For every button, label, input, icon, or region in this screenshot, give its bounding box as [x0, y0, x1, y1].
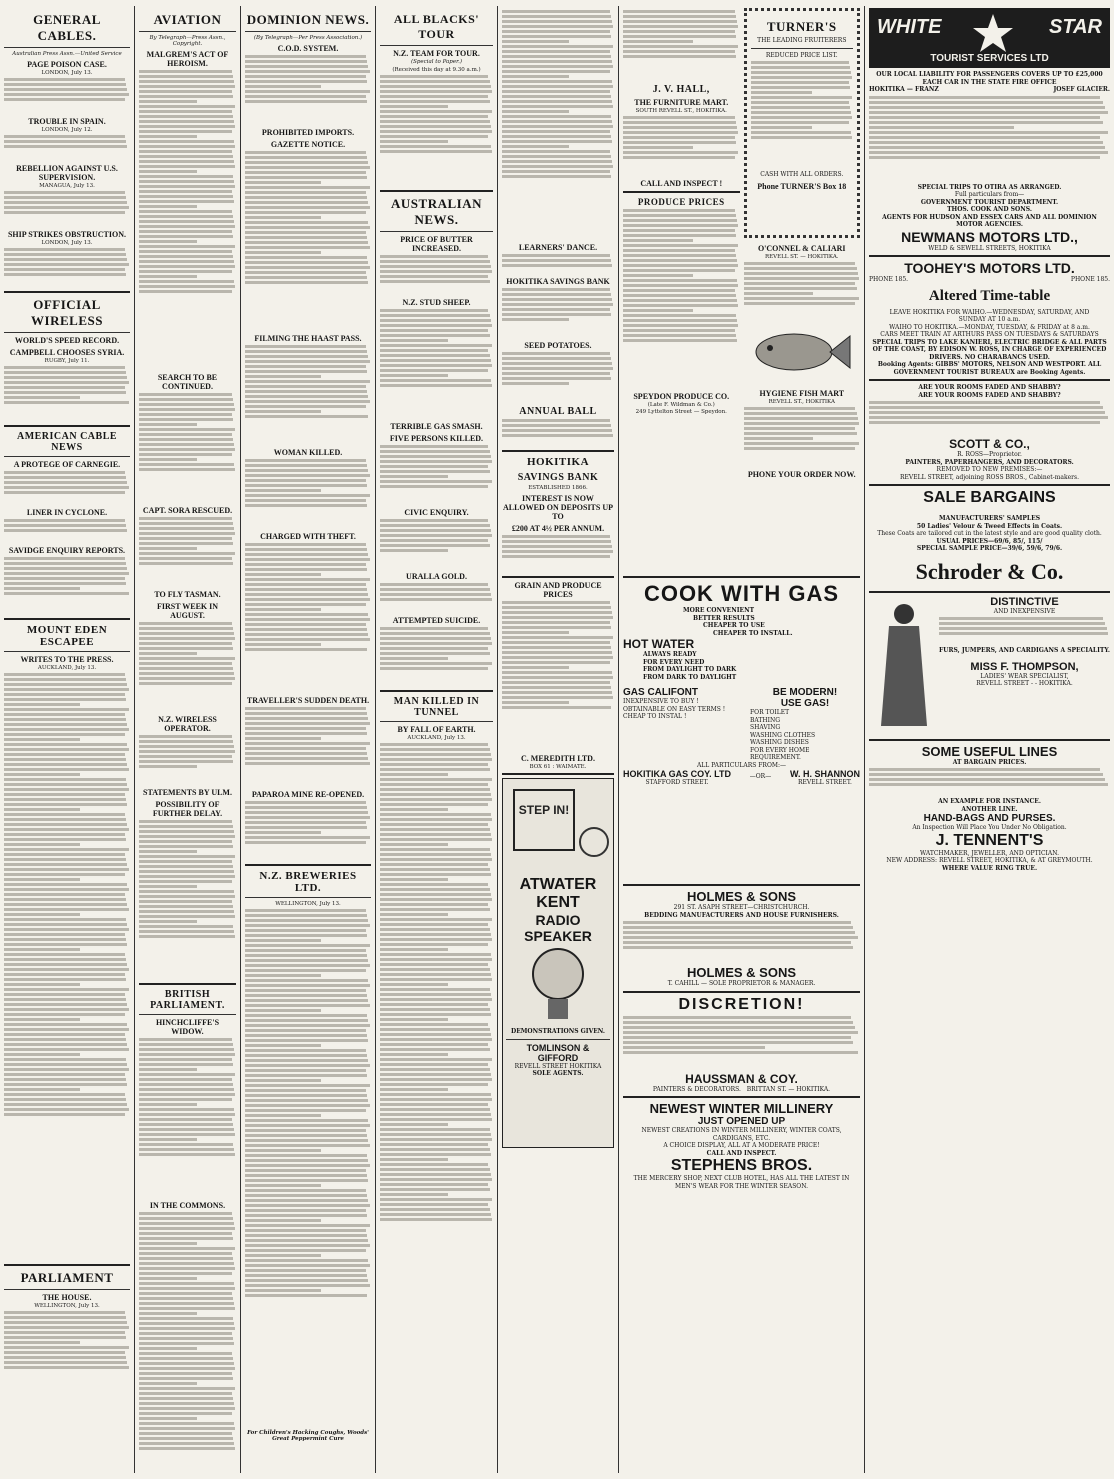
rooms-body — [869, 401, 1110, 437]
gas-ad — [623, 581, 860, 881]
turners-ad — [744, 8, 861, 238]
article-title: THE HOUSE. — [42, 1293, 92, 1302]
article-title: CAPT. SORA RESCUED. — [142, 506, 233, 515]
article-body — [4, 248, 130, 288]
haussman-firm: HAUSSMAN & COY. — [685, 1071, 798, 1086]
jv-hall-address: SOUTH REVELL ST., HOKITIKA. — [635, 108, 727, 114]
example-heading: AN EXAMPLE FOR INSTANCE. — [938, 798, 1041, 805]
article-body — [4, 673, 130, 1261]
millinery-cta: CALL AND INSPECT. — [706, 1149, 777, 1157]
haussman-trade: PAINTERS & DECORATORS. BRITTAN ST. — HOKITIKA. — [652, 1085, 831, 1093]
article-title: SEARCH TO BE CONTINUED. — [157, 373, 218, 391]
holmes-heading: HOLMES & SONS — [686, 889, 797, 904]
article-title: TROUBLE IN SPAIN. — [28, 117, 106, 126]
shannon-name: W. H. SHANNON — [789, 769, 860, 779]
use-item: FOR EVERY HOME — [750, 746, 810, 754]
classified-ads — [502, 352, 614, 402]
tennent-heading: J. TENNENT'S — [935, 831, 1044, 849]
scott-address: REVELL STREET, adjoining ROSS BROS., Cabinet-makers. — [899, 473, 1080, 481]
toohey-line: SPECIAL TRIPS TO LAKE KANIERI, ELECTRIC BRIDGE & ALL PARTS OF THE COAST, BY EDISON W. ROSS, IN CHARGE OF EXPERIENCED DRIVERS. NO CHARABANCS USED. — [872, 338, 1107, 361]
nz-breweries-heading: N.Z. BREWERIES LTD. — [259, 870, 357, 894]
column-6-left — [623, 8, 740, 573]
holmes-address: 291 ST. ASAPH STREET—CHRISTCHURCH. — [673, 904, 810, 911]
official-wireless-heading: OFFICIAL WIRELESS — [31, 297, 103, 328]
stephens-heading: STEPHENS BROS. — [670, 1157, 813, 1174]
use-item: FOR TOILET — [750, 709, 790, 716]
dateline: AUCKLAND, July 13. — [37, 665, 97, 671]
atwater-kent-ad — [502, 778, 614, 1148]
thompson-address: REVELL STREET - - HOKITIKA. — [976, 680, 1073, 687]
article-body — [139, 1038, 236, 1198]
useful-body — [869, 768, 1110, 798]
another-line: ANOTHER LINE. — [961, 805, 1018, 813]
aviation-heading: AVIATION — [153, 12, 222, 27]
column-3 — [241, 8, 375, 1473]
article-body — [380, 743, 493, 1383]
califont-heading: GAS CALIFONT — [623, 687, 698, 698]
thompson-body — [939, 617, 1110, 647]
arrow-line: FROM DAYLIGHT TO DARK — [643, 666, 737, 673]
british-parliament-heading: BRITISH PARLIAMENT. — [150, 989, 225, 1011]
article-title: FIVE PERSONS KILLED. — [389, 434, 484, 443]
article-title: N.Z. TEAM FOR TOUR. — [393, 49, 480, 58]
article-title: N.Z. STUD SHEEP. — [402, 298, 471, 307]
toohey-line: CARS MEET TRAIN AT ARTHURS PASS ON TUESDAYS & SATURDAYS — [880, 331, 1099, 338]
newmans-address: WELD & SEWELL STREETS, HOKITIKA — [928, 244, 1051, 252]
learners-dance-heading: LEARNERS' DANCE. — [518, 243, 598, 252]
price-list — [751, 61, 854, 171]
thompson-ad — [869, 596, 1110, 736]
brand-white: WHITE — [877, 16, 942, 38]
classified-ads — [502, 535, 614, 573]
arrow-line: CHEAPER TO INSTALL. — [713, 629, 793, 637]
millinery-sub: JUST OPENED UP — [697, 1116, 786, 1127]
article-title: A PROTEGE OF CARNEGIE. — [13, 460, 121, 469]
handbags-heading: HAND-BAGS AND PURSES. — [923, 813, 1056, 824]
holmes-heading-2: HOLMES & SONS — [686, 965, 797, 980]
credit-line: Australian Press Assn.—United Service — [12, 51, 122, 57]
classified-ads — [623, 116, 740, 176]
price-list — [502, 601, 614, 751]
price-list — [623, 209, 740, 389]
article-body — [139, 820, 236, 980]
annual-ball-heading: ANNUAL BALL — [519, 406, 597, 417]
radio-speaker: RADIO SPEAKER — [524, 912, 592, 944]
liability: OUR LOCAL LIABILITY FOR PASSENGERS COVERS UP TO £25,000 EACH CAR IN THE STATE FIRE OFFICE — [876, 71, 1103, 86]
article-title: TO FLY TASMAN. — [154, 590, 221, 599]
arrow-line: FOR EVERY NEED — [643, 658, 705, 666]
article-title: FIRST WEEK IN AUGUST. — [156, 602, 219, 620]
jv-hall-heading: J. V. HALL, — [652, 84, 710, 95]
distinctive-heading: DISTINCTIVE — [990, 595, 1059, 608]
classified-ads — [623, 10, 740, 80]
inexpensive: AND INEXPENSIVE — [993, 607, 1056, 615]
turners-sub: THE LEADING FRUITERERS — [757, 37, 847, 44]
dateline: MANAGUA, July 13. — [39, 183, 95, 189]
speydon-heading: SPEYDON PRODUCE CO. — [633, 392, 730, 401]
agents: AGENTS FOR HUDSON AND ESSEX CARS AND ALL DOMINION MOTOR AGENCIES. — [882, 213, 1097, 228]
discretion-body — [623, 1016, 860, 1072]
fashion-figure-icon — [869, 596, 939, 736]
article-body — [380, 309, 493, 419]
article-title: MALGREM'S ACT OF HEROISM. — [146, 50, 229, 68]
interest-text: INTEREST IS NOW ALLOWED ON DEPOSITS UP TO — [502, 494, 614, 521]
credit-line: (By Telegraph—Per Press Association.) — [253, 35, 363, 41]
scott-heading: SCOTT & CO., — [949, 437, 1030, 451]
classified-ads — [744, 262, 861, 322]
general-cables-heading: GENERAL CABLES. — [33, 12, 101, 43]
turners-heading: TURNER'S — [766, 19, 837, 34]
column-2 — [135, 8, 240, 1473]
shannon-address: REVELL STREET. — [798, 779, 852, 786]
star-icon — [971, 12, 1015, 56]
cough-cure-ad: For Children's Hacking Coughs, Woods' Great Peppermint Cure — [247, 1430, 369, 1442]
scott-trades: PAINTERS, PAPERHANGERS, AND DECORATORS. — [905, 458, 1074, 466]
article-title: IN THE COMMONS. — [149, 1201, 226, 1210]
atwater-kent-brand: ATWATER KENT — [519, 876, 597, 911]
article-title: BY FALL OF EARTH. — [397, 725, 476, 734]
tomlinson-gifford: TOMLINSON & GIFFORD — [526, 1042, 590, 1063]
timetable-heading: Altered Time-table — [928, 287, 1051, 304]
dateline: LONDON, July 12. — [41, 127, 93, 133]
toohey-phone: PHONE 185. — [869, 276, 909, 283]
newmans-heading: NEWMANS MOTORS LTD., — [901, 228, 1078, 245]
millinery-heading: NEWEST WINTER MILLINERY — [649, 1101, 834, 1116]
useful-sub: AT BARGAIN PRICES. — [952, 758, 1027, 766]
article-body — [139, 517, 236, 587]
article-body — [4, 366, 130, 422]
article-body — [139, 393, 236, 503]
article-body — [245, 707, 371, 787]
article-title: FILMING THE HAAST PASS. — [254, 334, 362, 343]
american-cable-heading: AMERICAN CABLE NEWS — [16, 431, 118, 453]
hygiene-address: REVELL ST., HOKITIKA — [768, 399, 835, 405]
turners-phone: Phone TURNER'S Box 18 — [757, 181, 847, 191]
article-body — [4, 557, 130, 615]
hot-water-heading: HOT WATER — [623, 637, 695, 651]
article-body — [380, 255, 493, 295]
schroder-heading: Schroder & Co. — [915, 558, 1064, 584]
speciality: FURS, JUMPERS, AND CARDIGANS A SPECIALITY. — [939, 647, 1110, 654]
dateline: LONDON, July 13. — [41, 70, 93, 76]
toohey-heading: TOOHEY'S MOTORS LTD. — [904, 260, 1075, 276]
article-title: POSSIBILITY OF FURTHER DELAY. — [152, 800, 223, 818]
tourist-dept: GOVERNMENT TOURIST DEPARTMENT. — [920, 198, 1059, 206]
sale-line: These Coats are tailored cut in the latest style and are good quality cloth. — [877, 530, 1102, 537]
dateline: AUCKLAND, July 13. — [407, 735, 466, 741]
usual-prices: USUAL PRICES—69/6, 85/, 115/ — [936, 537, 1043, 545]
arrow-line: CHEAPER TO USE — [703, 622, 765, 629]
article-title: WORLD'S SPEED RECORD. — [14, 336, 120, 345]
column-7 — [865, 8, 1114, 1473]
particulars: ALL PARTICULARS FROM:— — [696, 761, 787, 769]
arrow-line: BETTER RESULTS — [693, 614, 755, 622]
seed-potatoes-heading: SEED POTATOES. — [524, 341, 592, 350]
column-6 — [619, 8, 864, 1473]
holmes-owner: T. CAHILL — SOLE PROPRIETOR & MANAGER. — [667, 980, 816, 987]
rooms-line: ARE YOUR ROOMS FADED AND SHABBY? — [918, 391, 1061, 399]
sale-heading: SALE BARGAINS — [923, 489, 1056, 506]
column-4 — [376, 8, 497, 1473]
use-gas: USE GAS! — [780, 698, 830, 709]
article-body — [4, 519, 130, 543]
article-title: CIVIC ENQUIRY. — [404, 508, 469, 517]
phone-order: PHONE YOUR ORDER NOW. — [747, 470, 856, 479]
arrow-line: FROM DARK TO DAYLIGHT — [643, 673, 737, 681]
demonstrations: DEMONSTRATIONS GIVEN. — [511, 1028, 605, 1035]
timetable — [869, 96, 1110, 184]
article-body — [245, 55, 371, 125]
special-trips: SPECIAL TRIPS TO OTIRA AS ARRANGED. — [917, 183, 1062, 191]
article-title: SAVIDGE ENQUIRY REPORTS. — [8, 546, 126, 555]
route-left: HOKITIKA — FRANZ — [869, 86, 939, 93]
meredith-address: BOX 61 : WAIMATE. — [529, 764, 587, 770]
article-body — [139, 70, 236, 370]
price-list-label: REDUCED PRICE LIST. — [765, 51, 838, 59]
australian-news-heading: AUSTRALIAN NEWS. — [391, 196, 482, 227]
toohey-line: SUNDAY AT 10 a.m. — [958, 316, 1021, 323]
holmes-trades: BEDDING MANUFACTURERS AND HOUSE FURNISHERS. — [644, 911, 839, 919]
gas-company-address: STAFFORD STREET. — [645, 779, 709, 786]
califont-line: OBTAINABLE ON EASY TERMS ! — [623, 705, 726, 713]
firm-address: REVELL STREET HOKITIKA — [514, 1062, 602, 1070]
article-body — [4, 135, 130, 161]
article-body — [245, 459, 371, 529]
brand-star: STAR — [1049, 16, 1102, 38]
dateline: WELLINGTON, July 13. — [34, 1303, 100, 1309]
article-body — [245, 543, 371, 693]
article-title: ATTEMPTED SUICIDE. — [392, 616, 481, 625]
cook-with-gas-heading: COOK WITH GAS — [643, 581, 840, 606]
toohey-phone: PHONE 185. — [1070, 276, 1110, 283]
millinery-line: A CHOICE DISPLAY, ALL AT A MODERATE PRICE! — [663, 1142, 820, 1149]
step-in-title: STEP IN! — [518, 803, 570, 817]
credit-line: By Telegraph—Press Assn., Copyright. — [149, 35, 226, 47]
article-title: TERRIBLE GAS SMASH. — [390, 422, 483, 431]
article-title: STATEMENTS BY ULM. — [143, 788, 232, 797]
oconnel-address: REVELL ST. — HOKITIKA. — [764, 254, 839, 260]
dateline: WELLINGTON, July 13. — [275, 901, 341, 907]
gas-company: HOKITIKA GAS COY. LTD — [623, 769, 731, 779]
furniture-mart: THE FURNITURE MART. — [634, 98, 729, 107]
hygiene-heading: HYGIENE FISH MART — [759, 389, 845, 398]
all-blacks-heading: ALL BLACKS' TOUR — [393, 12, 480, 41]
step-in-graphic — [506, 782, 616, 872]
fish-icon — [744, 322, 854, 382]
speaker-icon — [523, 944, 593, 1024]
dominion-news-heading: DOMINION NEWS. — [246, 12, 370, 27]
column-5 — [498, 8, 618, 1473]
tennent-address: NEW ADDRESS: REVELL STREET, HOKITIKA, & AT GREYMOUTH. — [886, 857, 1093, 864]
savings-bank-heading: HOKITIKA — [526, 456, 590, 468]
arrow-line: MORE CONVENIENT — [683, 607, 755, 614]
article-body — [245, 909, 371, 1429]
oconnel-heading: O'CONNEL & CALIARI — [757, 244, 846, 253]
califont-line: CHEAP TO INSTAL ! — [623, 713, 687, 720]
thompson-trade: LADIES' WEAR SPECIALIST, — [980, 672, 1069, 680]
services-name: TOURIST SERVICES LTD — [930, 53, 1049, 64]
article-title: C.O.D. SYSTEM. — [277, 44, 339, 53]
sole-agents: SOLE AGENTS. — [532, 1070, 584, 1077]
article-title: WOMAN KILLED. — [273, 448, 343, 457]
article-body — [139, 1212, 236, 1473]
article-body — [245, 801, 371, 861]
toohey-line: LEAVE HOKITIKA FOR WAIHO.—WEDNESDAY, SATURDAY, AND — [889, 308, 1090, 316]
produce-prices-heading: PRODUCE PRICES — [637, 197, 725, 207]
dateline: (Received this day at 9.30 a.m.) — [392, 67, 481, 73]
article-title: URALLA GOLD. — [406, 572, 467, 581]
article-body — [380, 445, 493, 505]
article-body — [4, 1311, 130, 1391]
mount-eden-heading: MOUNT EDEN ESCAPEE — [26, 624, 108, 648]
full-particulars: Full particulars from— — [954, 191, 1025, 198]
interest-amount: £200 AT 4½ PER ANNUM. — [511, 524, 605, 533]
scott-prop: R. ROSS—Proprietor. — [957, 451, 1022, 458]
article-title: CHARGED WITH THEFT. — [260, 532, 356, 541]
parliament-heading: PARLIAMENT — [20, 1270, 114, 1285]
meredith-name: C. MEREDITH LTD. — [521, 754, 595, 763]
article-title: PAPAROA MINE RE-OPENED. — [251, 790, 365, 799]
califont-line: INEXPENSIVE TO BUY ! — [623, 698, 699, 705]
thompson-name: MISS F. THOMPSON, — [970, 660, 1079, 673]
dateline: RUGBY, July 11. — [44, 358, 90, 364]
savings-bank-subheading: SAVINGS BANK — [517, 472, 599, 483]
grain-prices-heading: GRAIN AND PRODUCE PRICES — [514, 581, 602, 599]
article-body — [4, 78, 130, 114]
useful-heading: SOME USEFUL LINES — [921, 743, 1058, 759]
use-item: REQUIREMENT. — [750, 754, 801, 761]
tennent-trades: WATCHMAKER, JEWELLER, AND OPTICIAN. — [919, 849, 1060, 857]
classified-ads — [502, 419, 614, 447]
sale-sub: MANUFACTURERS' SAMPLES — [938, 515, 1041, 522]
thos-cook: THOS. COOK AND SONS. — [947, 206, 1032, 213]
use-item: WASHING CLOTHES — [750, 731, 816, 739]
cash-orders: CASH WITH ALL ORDERS. — [760, 171, 844, 178]
article-title: TRAVELLER'S SUDDEN DEATH. — [246, 696, 370, 705]
article-title: GAZETTE NOTICE. — [270, 140, 346, 149]
rooms-line: ARE YOUR ROOMS FADED AND SHABBY? — [918, 384, 1061, 391]
established: ESTABLISHED 1866. — [528, 485, 588, 491]
article-body — [4, 191, 130, 227]
speydon-sub: (Late F. Wildman & Co.) — [647, 402, 715, 408]
column-1 — [0, 8, 134, 1473]
special-price: SPECIAL SAMPLE PRICE—39/6, 59/6, 79/6. — [916, 545, 1063, 552]
article-title: REBELLION AGAINST U.S. SUPERVISION. — [16, 164, 118, 182]
man-killed-heading: MAN KILLED IN TUNNEL — [393, 696, 480, 718]
article-body — [139, 735, 236, 785]
stephens-sub: THE MERCERY SHOP, NEXT CLUB HOTEL, HAS ALL THE LATEST IN MEN'S WEAR FOR THE WINTER SEASON. — [633, 1175, 850, 1190]
tennent-motto: WHERE VALUE RING TRUE. — [941, 864, 1038, 872]
holmes-body — [623, 921, 860, 965]
classified-ads — [502, 288, 614, 338]
call-inspect: CALL AND INSPECT ! — [640, 179, 723, 188]
route-right: JOSEF GLACIER. — [1053, 86, 1110, 93]
article-title: PROHIBITED IMPORTS. — [261, 128, 355, 137]
article-body — [380, 75, 493, 187]
column-6-right — [744, 8, 861, 573]
article-title: CAMPBELL CHOOSES SYRIA. — [9, 348, 125, 357]
toohey-line: WAIHO TO HOKITIKA.—MONDAY, TUESDAY, & FRIDAY at 8 a.m. — [889, 323, 1090, 331]
speydon-address: 249 Lyttelton Street — Speydon. — [635, 409, 727, 415]
white-star-banner — [869, 8, 1110, 68]
dateline: LONDON, July 13. — [41, 240, 93, 246]
scott-removed: REMOVED TO NEW PREMISES:— — [936, 466, 1043, 473]
classified-ads — [502, 254, 614, 274]
article-body — [139, 622, 236, 712]
classified-ads — [502, 10, 614, 240]
or-separator: —OR— — [749, 773, 772, 780]
article-title: SHIP STRIKES OBSTRUCTION. — [7, 230, 127, 239]
credit-line: (Special to Paper.) — [410, 59, 462, 65]
article-title: N.Z. WIRELESS OPERATOR. — [158, 715, 217, 733]
article-body — [380, 519, 493, 569]
be-modern: BE MODERN! — [772, 687, 838, 698]
article-body — [245, 345, 371, 445]
article-body — [4, 471, 130, 505]
use-item: WASHING DISHES — [750, 739, 809, 746]
article-body — [245, 151, 371, 331]
sale-line: 50 Ladies' Velour & Tweed Effects in Coats. — [916, 522, 1063, 530]
arrow-line: ALWAYS READY — [643, 651, 697, 658]
discretion-heading: DISCRETION! — [678, 995, 805, 1013]
article-title: WRITES TO THE PRESS. — [20, 655, 114, 664]
article-body — [380, 583, 493, 613]
use-item: BATHING — [750, 716, 781, 724]
savings-bank-notice: HOKITIKA SAVINGS BANK — [506, 277, 610, 286]
article-title: PRICE OF BUTTER INCREASED. — [400, 235, 473, 253]
use-item: SHAVING — [750, 724, 781, 731]
article-title: LINER IN CYCLONE. — [26, 508, 108, 517]
article-title: HINCHCLIFFE'S WIDOW. — [155, 1018, 220, 1036]
millinery-line: NEWEST CREATIONS IN WINTER MILLINERY, WINTER COATS, CARDIGANS, ETC. — [641, 1127, 842, 1142]
toohey-line: Booking Agents: GIBBS' MOTORS, NELSON AND WESTPORT. ALL GOVERNMENT TOURIST BUREAUX are Booking Agents. — [877, 361, 1102, 376]
classified-ads — [744, 407, 861, 467]
inspection: An Inspection Will Place You Under No Obligation. — [912, 824, 1067, 831]
article-body — [380, 627, 493, 687]
article-title: PAGE POISON CASE. — [27, 60, 107, 69]
